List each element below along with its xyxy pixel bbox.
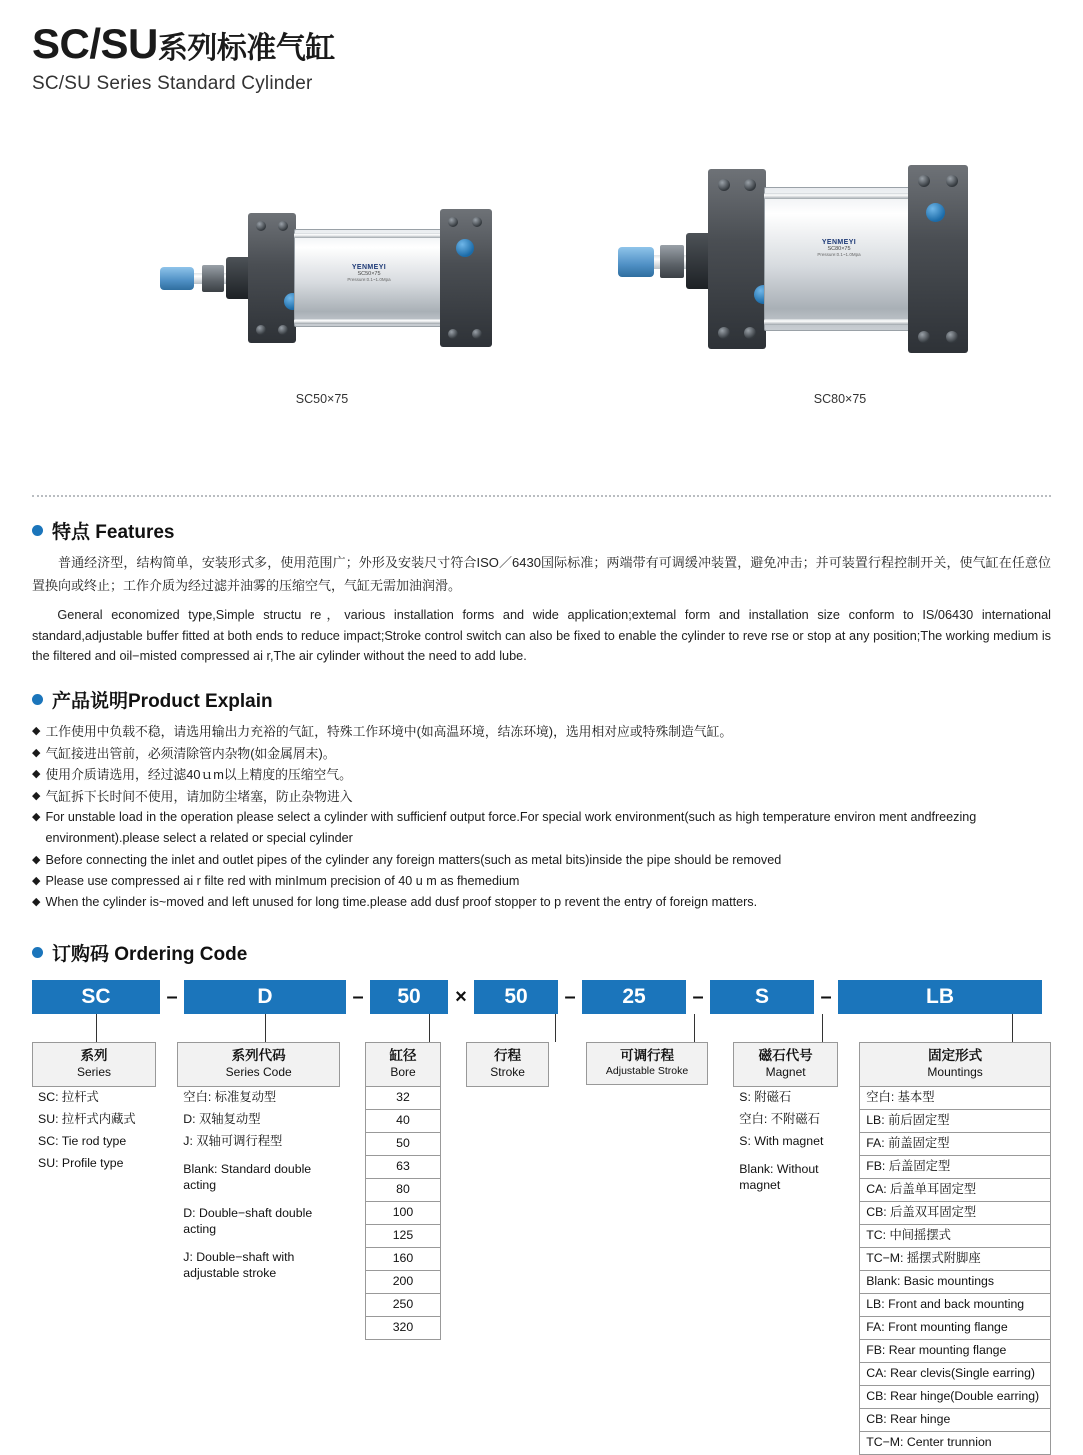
- column-header-en: Series: [76, 1064, 111, 1079]
- cell: Blank: Without magnet: [739, 1161, 819, 1192]
- tie-rod-top-2: [764, 193, 914, 199]
- list-item-text: When the cylinder is~moved and left unused for long time.please add dusf proof stopper to p revent the entry of foreign matters.: [45, 894, 758, 909]
- cell: TC−M: 摇摆式附脚座: [859, 1248, 1051, 1271]
- cell: D: 双轴复动型: [183, 1111, 261, 1126]
- code-box-magnet: S: [710, 980, 814, 1014]
- connector-line: [555, 1014, 556, 1042]
- diamond-icon: ◆: [32, 789, 41, 802]
- column-header: [733, 1042, 838, 1087]
- code-separator: –: [564, 985, 576, 1008]
- tie-rod-bottom-2: [764, 319, 914, 325]
- bolt-icon: [918, 331, 930, 343]
- cell: LB: 前后固定型: [859, 1110, 1051, 1133]
- code-boxes-row: [32, 980, 1051, 1014]
- column-header-en: Magnet: [765, 1064, 806, 1079]
- cylinder-drawing-1: [142, 137, 502, 377]
- diamond-icon: ◆: [32, 895, 41, 908]
- bolt-icon: [744, 327, 756, 339]
- tie-rod-top-1: [294, 233, 444, 238]
- connector-lines: [32, 1014, 1051, 1042]
- code-separator: –: [692, 985, 704, 1008]
- cell: 160: [365, 1248, 441, 1271]
- connector-line: [694, 1014, 695, 1042]
- brand-text: YENMEYI: [821, 239, 857, 246]
- column-stroke: [466, 1042, 549, 1087]
- column-header-en: Series Code: [225, 1064, 292, 1079]
- bolt-icon: [278, 221, 288, 231]
- cell: 空白: 基本型: [859, 1087, 1051, 1110]
- connector-line: [265, 1014, 266, 1042]
- column-header-en: Mountings: [927, 1064, 983, 1079]
- cell: CB: Rear hinge(Double earring): [859, 1386, 1051, 1409]
- bolt-icon: [448, 329, 458, 339]
- spec-text: Pressure:0.1~1.0Mpa: [347, 277, 391, 283]
- connector-line: [1012, 1014, 1013, 1042]
- bolt-icon: [918, 175, 930, 187]
- list-item: [32, 786, 1051, 807]
- rod-nut-2: [660, 245, 684, 278]
- code-box-bore: 50: [370, 980, 448, 1014]
- column-header-cn: 缸径: [389, 1048, 417, 1064]
- cell: 125: [365, 1225, 441, 1248]
- column-header: [177, 1042, 340, 1087]
- cell: 空白: 标准复动型: [183, 1089, 277, 1104]
- cell: 空白: 不附磁石: [739, 1111, 820, 1126]
- ordering-columns: [32, 1042, 1051, 1455]
- product-image-2: [582, 117, 982, 406]
- column-header: [586, 1042, 708, 1085]
- rod-nut-1: [202, 265, 224, 292]
- title-chinese-text: 系列标准气缸: [157, 32, 335, 65]
- list-item-text: Before connecting the inlet and outlet pipes of the cylinder any foreign matters(such as metal bits)inside the pipe should be removed: [45, 852, 782, 867]
- ordering-code-heading: [32, 939, 1051, 966]
- cell: FA: 前盖固定型: [859, 1133, 1051, 1156]
- code-box-series: SC: [32, 980, 160, 1014]
- diamond-icon: ◆: [32, 874, 41, 887]
- connector-line: [429, 1014, 430, 1042]
- front-cap-1: [248, 213, 296, 343]
- list-item: [32, 892, 1051, 913]
- cell: CA: Rear clevis(Single earring): [859, 1363, 1051, 1386]
- ordering-code-diagram: [32, 980, 1051, 1455]
- model-text: SC80×75: [827, 246, 851, 252]
- list-item-text: 气缸接进出管前，必须清除管内杂物(如金属屑末)。: [45, 745, 336, 761]
- cell: TC: 中间摇摆式: [859, 1225, 1051, 1248]
- bolt-icon: [744, 179, 756, 191]
- diamond-icon: ◆: [32, 768, 41, 781]
- features-chinese-paragraph: 普通经济型，结构简单，安装形式多，使用范围广；外形及安装尺寸符合ISO／6430国际标准；两端带有可调缓冲装置，避免冲击；并可装置行程控制开关，使气缸在任意位置换向或终止；工作介质为经过滤并油雾的压缩空气，气缸无需加油润滑。: [32, 554, 1051, 593]
- list-item: [32, 743, 1051, 764]
- column-adjustable-stroke: [586, 1042, 708, 1085]
- code-box-mountings: LB: [838, 980, 1042, 1014]
- title-series-code: SC/SU: [32, 20, 158, 67]
- cell: Blank: Standard double acting: [183, 1161, 312, 1192]
- column-mountings: [859, 1042, 1051, 1455]
- bolt-icon: [472, 329, 482, 339]
- cell: J: 双轴可调行程型: [183, 1133, 283, 1148]
- column-header-cn: 固定形式: [928, 1048, 983, 1064]
- column-series: [32, 1042, 156, 1175]
- rod-end-cap-2: [618, 247, 654, 277]
- cylinder-drawing-2: [582, 117, 982, 387]
- page-title: [32, 0, 1051, 95]
- title-english: SC/SU Series Standard Cylinder: [32, 72, 313, 94]
- air-port-icon: [456, 239, 474, 257]
- column-header-cn: 系列代码: [231, 1048, 286, 1064]
- column-header-cn: 可调行程: [620, 1048, 675, 1064]
- cell: CB: 后盖双耳固定型: [859, 1202, 1051, 1225]
- list-item-text: 使用介质请选用，经过滤40ｕm以上精度的压缩空气。: [45, 767, 352, 783]
- column-magnet: [733, 1042, 838, 1197]
- column-header: [859, 1042, 1051, 1087]
- barrel-label-2: [817, 239, 860, 257]
- code-separator: –: [820, 985, 832, 1008]
- list-item: [32, 871, 1051, 892]
- cell: SC: 拉杆式: [38, 1089, 99, 1104]
- cell: 32: [365, 1087, 441, 1110]
- cell: CA: 后盖单耳固定型: [859, 1179, 1051, 1202]
- ordering-code-title: 订购码 Ordering Code: [52, 944, 248, 966]
- features-heading: [32, 517, 1051, 544]
- bolt-icon: [472, 217, 482, 227]
- diamond-icon: ◆: [32, 725, 41, 738]
- cylinder-barrel-2: [764, 187, 914, 331]
- barrel-label-1: [347, 264, 390, 282]
- bolt-icon: [946, 175, 958, 187]
- product-explain-heading: [32, 686, 1051, 713]
- cell: 200: [365, 1271, 441, 1294]
- cell: SC: Tie rod type: [38, 1133, 127, 1148]
- cylinder-barrel-1: [294, 229, 444, 327]
- bolt-icon: [448, 217, 458, 227]
- product-caption-1: SC50×75: [295, 391, 349, 406]
- features-title: 特点 Features: [52, 521, 175, 543]
- cell: SU: Profile type: [38, 1155, 124, 1170]
- rear-cap-1: [440, 209, 492, 347]
- list-item-text: Please use compressed ai r filte red with minImum precision of 40 u m as fhemedium: [45, 873, 520, 888]
- column-header: [32, 1042, 156, 1087]
- bullet-icon: [32, 694, 43, 705]
- cell: FA: Front mounting flange: [859, 1317, 1051, 1340]
- product-explain-title: 产品说明Product Explain: [52, 691, 273, 713]
- cell: Blank: Basic mountings: [859, 1271, 1051, 1294]
- cell: 80: [365, 1179, 441, 1202]
- list-item: [32, 807, 1051, 849]
- brand-text: YENMEYI: [351, 264, 387, 272]
- code-box-series-code: D: [184, 980, 346, 1014]
- code-separator: –: [166, 985, 178, 1008]
- cell: S: With magnet: [739, 1133, 824, 1148]
- divider: [32, 495, 1051, 497]
- cell: 250: [365, 1294, 441, 1317]
- cell: FB: 后盖固定型: [859, 1156, 1051, 1179]
- bolt-icon: [946, 331, 958, 343]
- code-box-stroke: 50: [474, 980, 558, 1014]
- model-text: SC50×75: [357, 271, 381, 278]
- features-english-paragraph: General economized type,Simple structu re，various installation forms and wide application;extemal form and installation size conform to IS/06430 international standard,adjustable buffer fitted at both ends to reduce impact;Stroke control switch can also be fixed to enable the cylinder to reve rse or stop at any position;The working medium is the filtered and oil−misted compressed ai r,The air cylinder without the need to add lube.: [32, 608, 1051, 664]
- column-header-cn: 磁石代号: [758, 1048, 813, 1064]
- list-item: [32, 850, 1051, 871]
- bolt-icon: [256, 325, 266, 335]
- tie-rod-bottom-1: [294, 319, 444, 324]
- cell: 320: [365, 1317, 441, 1340]
- column-bore: [365, 1042, 441, 1340]
- front-cap-2: [708, 169, 766, 349]
- cell: 40: [365, 1110, 441, 1133]
- column-header-en: Stroke: [490, 1064, 525, 1079]
- bolt-icon: [278, 325, 288, 335]
- column-header: [365, 1042, 441, 1087]
- list-item: [32, 764, 1051, 785]
- column-header: [466, 1042, 549, 1087]
- code-separator: –: [352, 985, 364, 1008]
- rear-cap-2: [908, 165, 968, 353]
- diamond-icon: ◆: [32, 811, 41, 824]
- bolt-icon: [256, 221, 266, 231]
- diamond-icon: ◆: [32, 853, 41, 866]
- column-series-code: [177, 1042, 340, 1285]
- product-explain-list: [32, 721, 1051, 913]
- product-images: [32, 117, 1051, 417]
- cell: FB: Rear mounting flange: [859, 1340, 1051, 1363]
- cell: SU: 拉杆式内藏式: [38, 1111, 136, 1126]
- column-header-cn: 行程: [494, 1048, 522, 1064]
- cell: LB: Front and back mounting: [859, 1294, 1051, 1317]
- cell: 100: [365, 1202, 441, 1225]
- product-caption-2: SC80×75: [813, 391, 867, 406]
- product-image-1: [142, 137, 502, 406]
- code-separator: ×: [455, 985, 467, 1008]
- column-header-en: Bore: [390, 1064, 416, 1079]
- cell: D: Double−shaft double acting: [183, 1205, 313, 1236]
- cell: CB: Rear hinge: [859, 1409, 1051, 1432]
- bolt-icon: [718, 179, 730, 191]
- cell: TC−M: Center trunnion: [859, 1432, 1051, 1455]
- bullet-icon: [32, 947, 43, 958]
- rod-end-cap-1: [160, 267, 194, 290]
- cell: J: Double−shaft with adjustable stroke: [183, 1249, 295, 1280]
- code-box-adjustable-stroke: 25: [582, 980, 686, 1014]
- bullet-icon: [32, 525, 43, 536]
- list-item: [32, 721, 1051, 742]
- cell: 63: [365, 1156, 441, 1179]
- connector-line: [822, 1014, 823, 1042]
- title-chinese: [32, 22, 1051, 67]
- column-header-cn: 系列: [80, 1048, 108, 1064]
- list-item-text: For unstable load in the operation please select a cylinder with sufficienf output force.For special work environment(such as high temperature environ ment andfreezing environment).please select a related or special cylinder: [45, 810, 977, 846]
- bolt-icon: [718, 327, 730, 339]
- list-item-text: 气缸拆下长时间不使用，请加防尘堵塞，防止杂物进入: [45, 788, 353, 804]
- column-header-en: Adjustable Stroke: [605, 1064, 689, 1077]
- connector-line: [96, 1014, 97, 1042]
- cell: 50: [365, 1133, 441, 1156]
- spec-text: Pressure:0.1~1.0Mpa: [817, 252, 861, 257]
- list-item-text: 工作使用中负载不稳，请选用输出力充裕的气缸，特殊工作环境中(如高温环境，结冻环境)，选用相对应或特殊制造气缸。: [45, 724, 733, 740]
- diamond-icon: ◆: [32, 746, 41, 759]
- cell: S: 附磁石: [739, 1089, 792, 1104]
- air-port-icon: [926, 203, 945, 222]
